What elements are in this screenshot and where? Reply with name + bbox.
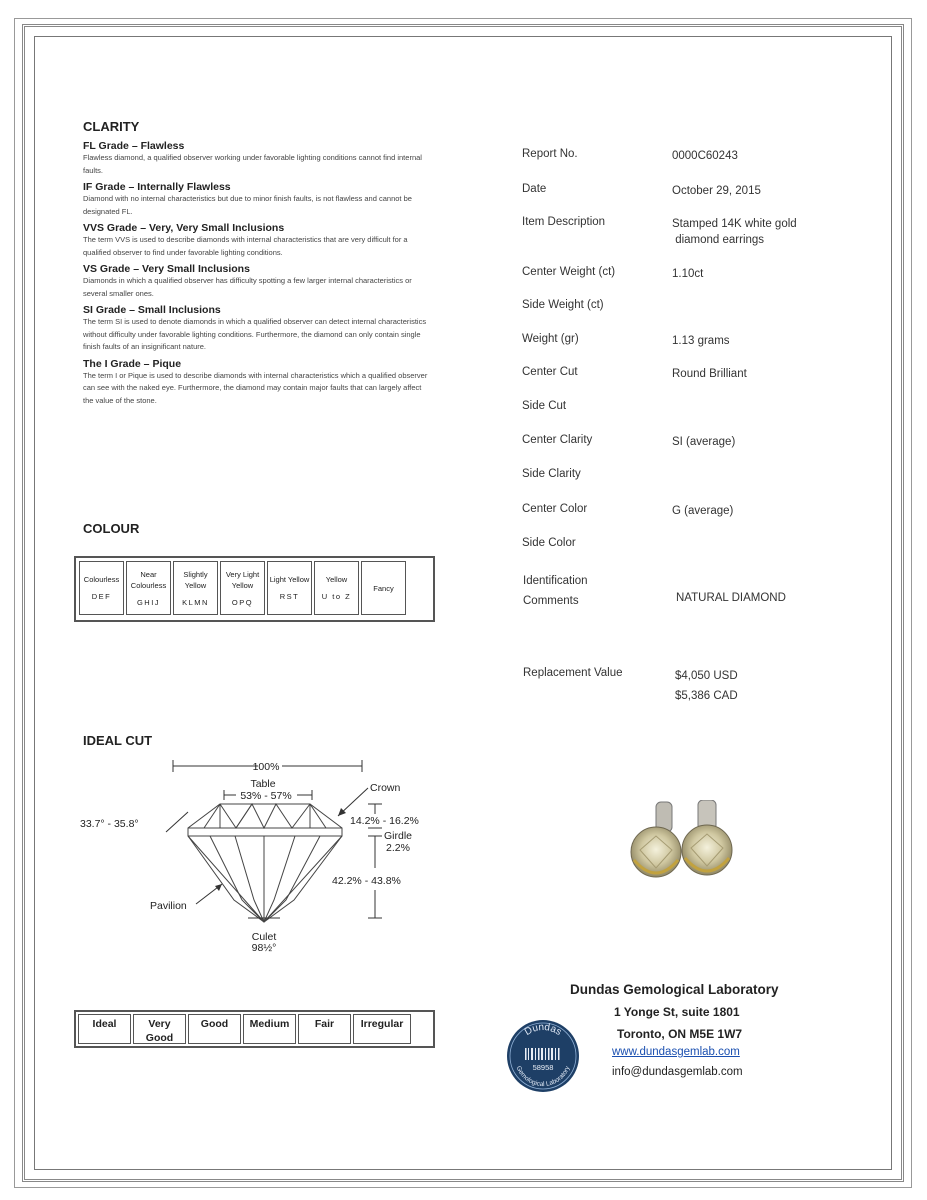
lab-seal — [505, 1018, 581, 1094]
colour-label: Slightly Yellow — [183, 569, 208, 590]
clarity-grade-if — [83, 181, 428, 218]
replacement-value-label: Replacement Value — [523, 667, 623, 679]
colour-code: OPQ — [231, 597, 254, 607]
item-description-label: Item Description — [522, 216, 606, 228]
report-no-label: Report No. — [522, 148, 578, 160]
colour-code: DEF — [91, 592, 112, 601]
earring-left — [631, 802, 681, 877]
cut-grade-medium: Medium — [243, 1014, 296, 1044]
colour-code: GHIJ — [136, 597, 161, 607]
lab-name: Dundas Gemological Laboratory — [570, 982, 779, 997]
diamond-outline — [188, 804, 342, 922]
date-value: October 29, 2015 — [672, 185, 761, 197]
crown-angle-pointer — [166, 812, 188, 832]
colour-code: RST — [279, 592, 300, 601]
grade-description: Diamond with no internal characteristics but due to minor finish faults, is not flawless and cannot be designated FL. — [83, 194, 412, 216]
colour-label: Yellow — [325, 575, 348, 584]
center-weight-value: 1.10ct — [672, 268, 704, 280]
crown-height-label: 14.2% - 16.2% — [350, 815, 419, 827]
clarity-grade-si — [83, 304, 428, 354]
crown-label: Crown — [370, 782, 401, 794]
ideal-cut-heading: IDEAL CUT — [83, 733, 153, 748]
earring-right — [682, 800, 732, 875]
grade-description: The term SI is used to denote diamonds in which a qualified observer can detect internal characteristics without difficulty under favorable lighting conditions. Furthermore, the diamond can only contain single finish faults of an insignificant nature. — [83, 317, 427, 351]
crown-angle-label: 33.7° - 35.8° — [80, 818, 139, 830]
seal-bottom-text: Gemological Laboratory — [514, 1065, 572, 1089]
center-clarity-label: Center Clarity — [522, 434, 593, 446]
center-cut-label: Center Cut — [522, 366, 578, 378]
clarity-grade-vvs — [83, 222, 428, 259]
report-no-value: 0000C60243 — [672, 150, 738, 162]
culet-label: Culet — [251, 931, 277, 943]
diamond-proportions-diagram — [70, 750, 450, 960]
clarity-heading: CLARITY — [83, 119, 140, 134]
colour-label: Near Colourless — [130, 569, 167, 590]
side-cut-label: Side Cut — [522, 400, 567, 412]
pavilion-arrowhead — [215, 884, 222, 891]
grade-description: Diamonds in which a qualified observer has difficulty spotting a few larger internal characteristics or several smaller ones. — [83, 276, 412, 298]
lab-address-line1: 1 Yonge St, suite 1801 — [614, 1005, 740, 1019]
colour-label: Very Light Yellow — [225, 569, 260, 590]
grade-title: FL Grade – Flawless — [83, 140, 185, 152]
center-weight-label: Center Weight (ct) — [522, 266, 616, 278]
clarity-grades-list — [83, 136, 428, 407]
weight-gr-label: Weight (gr) — [522, 333, 579, 345]
table-label: Table — [250, 778, 276, 790]
side-weight-label: Side Weight (ct) — [522, 299, 604, 311]
girdle-pct-label: 2.2% — [386, 842, 410, 854]
grade-title: VS Grade – Very Small Inclusions — [83, 263, 250, 275]
colour-cell-colourless — [79, 561, 124, 615]
colour-cell-slightly-yellow — [173, 561, 218, 615]
seal-top-text: Dundas — [522, 1021, 564, 1038]
colour-label: Light Yellow — [269, 575, 310, 584]
date-label: Date — [522, 183, 547, 195]
cut-grade-irregular: Irregular — [353, 1014, 411, 1044]
weight-gr-value: 1.13 grams — [672, 335, 730, 347]
lab-address-line2: Toronto, ON M5E 1W7 — [617, 1027, 743, 1041]
cut-grade-ideal: Ideal — [78, 1014, 131, 1044]
grade-description: Flawless diamond, a qualified observer working under favorable lighting conditions cannot find internal faults. — [83, 153, 422, 175]
colour-label: Fancy — [373, 583, 394, 593]
pavilion-label: Pavilion — [150, 900, 187, 912]
center-color-label: Center Color — [522, 503, 588, 515]
colour-code: U to Z — [321, 592, 352, 601]
lab-website-link[interactable]: www.dundasgemlab.com — [612, 1046, 740, 1058]
girdle-label: Girdle — [384, 830, 413, 842]
grade-title: The I Grade – Pique — [83, 357, 182, 370]
colour-cell-very-light-yellow — [220, 561, 265, 615]
clarity-grade-fl — [83, 140, 428, 177]
cut-grade-good: Good — [188, 1014, 241, 1044]
cut-grade-very-good: Very Good — [133, 1014, 186, 1044]
center-color-value: G (average) — [672, 505, 734, 517]
grade-title: IF Grade – Internally Flawless — [83, 181, 231, 193]
clarity-grade-i — [83, 358, 428, 408]
cut-grade-table — [74, 1010, 435, 1048]
side-color-label: Side Color — [522, 537, 576, 549]
side-clarity-label: Side Clarity — [522, 468, 581, 480]
center-clarity-value: SI (average) — [672, 436, 736, 448]
table-range-label: 53% - 57% — [240, 790, 292, 802]
replacement-value-value: $4,050 USD $5,386 CAD — [675, 670, 738, 702]
colour-cell-near-colourless — [126, 561, 171, 615]
diamond-earrings-photo — [620, 800, 740, 895]
lab-email: info@dundasgemlab.com — [612, 1066, 743, 1078]
seal-number: 58958 — [532, 1063, 554, 1072]
colour-cell-fancy — [361, 561, 406, 615]
item-description-value: Stamped 14K white gold diamond earrings — [672, 218, 797, 246]
colour-label: Colourless — [83, 575, 120, 584]
colour-code: KLMN — [182, 597, 209, 607]
identification-comments-value: NATURAL DIAMOND — [676, 592, 786, 604]
colour-cell-light-yellow — [267, 561, 312, 615]
grade-description: The term I or Pique is used to describe diamonds with internal characteristics which a qualified observer can see with the naked eye. Furthermore, the diamond may contain major faults that can largely affect the value of the stone. — [83, 370, 428, 405]
cut-grade-fair: Fair — [298, 1014, 351, 1044]
culet-angle-label: 98½° — [251, 942, 277, 954]
identification-comments-label: Identification Comments — [523, 575, 588, 607]
colour-scale-table — [74, 556, 435, 622]
colour-cell-yellow — [314, 561, 359, 615]
grade-description: The term VVS is used to describe diamonds with internal characteristics that are very difficult for a qualified observer to find under favorable lighting conditions. — [83, 235, 408, 257]
width-pct-label: 100% — [252, 761, 280, 773]
grade-title: SI Grade – Small Inclusions — [83, 304, 221, 316]
grade-title: VVS Grade – Very, Very Small Inclusions — [83, 222, 285, 234]
pavilion-depth-label: 42.2% - 43.8% — [332, 875, 401, 887]
colour-heading: COLOUR — [83, 521, 140, 536]
clarity-grade-vs — [83, 263, 428, 300]
center-cut-value: Round Brilliant — [672, 368, 747, 380]
